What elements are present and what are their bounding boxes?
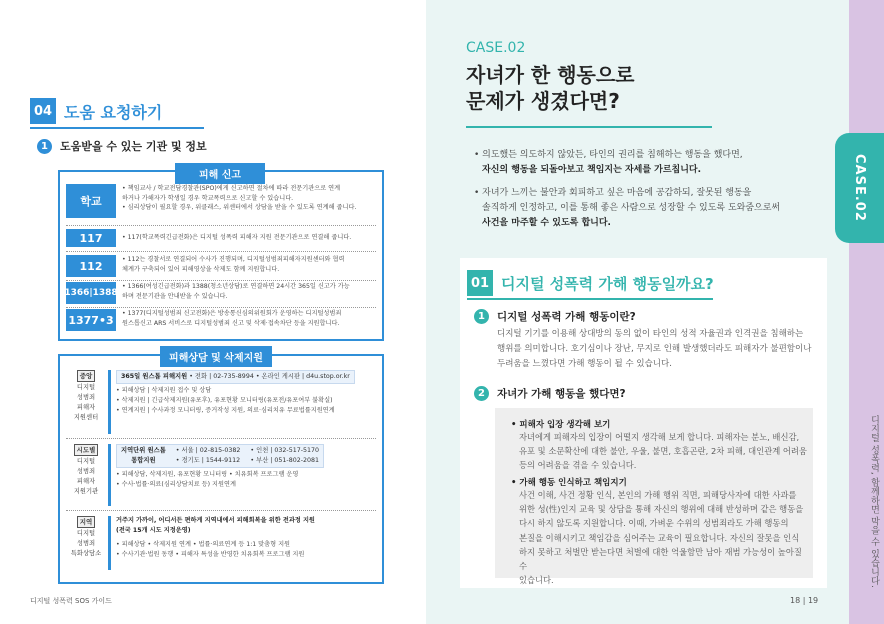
section-header: [30, 98, 162, 124]
report-label: 학교: [66, 184, 116, 218]
section-header-01: [467, 270, 714, 296]
counsel-row-central: [68, 370, 376, 434]
tip-1: • 피해자 입장 생각해 보기 자녀에게 피해자의 입장이 어떨지 생각해 보게 합니다. 피해자는 분노, 배신감, 유포 및 소문확산에 대한 불안, 우울, 불면, 호흡곤란, 2차 피해, 대인관계 어려움 등의 어려움을 겪을 수 있습니다.: [511, 420, 807, 471]
divider: [66, 225, 376, 226]
counsel-details: 지역단위 원스톱 통합지원 • 서울 | 02-815-0382 • 경기도 | 1544-9112 • 인천 | 032-517-5170 • 부산 | 051-802-2081 • 피해상담, 삭제지원, 유포현황 모니터링 • 치유회복 프로그램 운영 • 수사·법률·의료(심리상담치료 등) 지원연계: [116, 444, 324, 506]
report-label: 112: [66, 255, 116, 277]
report-row-school: [66, 184, 376, 218]
report-label: 1366|1388: [66, 282, 116, 304]
section-underline: [30, 127, 204, 129]
question-number: 1: [474, 309, 489, 324]
answer-1: 디지털 기기를 이용해 상대방의 동의 없이 타인의 성적 자율권과 인격권을 침해하는 행위를 의미합니다. 호기심이나 장난, 무지로 인해 발생했더라도 피해자가 불편함이나 두려움을 느꼈다면 가해 행동이 될 수 있습니다.: [497, 329, 812, 369]
counsel-org: 중앙 디지털 성범죄 피해자 지원센터: [73, 372, 99, 421]
report-label: 1377•3: [66, 309, 116, 331]
report-text: • 책임교사 / 학교전담경찰관(SPO)에게 신고하면 절차에 따라 전문기관으로 연계 하거나 가해자가 학생일 경우 학교폭력으로 신고할 수 있습니다. • 심리상담이 필요할 경우, 위클래스, 위센터에서 상담을 받을 수 있도록 연계해 줍니다.: [122, 185, 357, 211]
footer-left: 디지털 성폭력 SOS 가이드: [30, 597, 112, 605]
section-underline: [467, 298, 713, 300]
report-text: • 1366(여성긴급전화)과 1388(청소년상담)로 연결하면 24시간 365일 신고가 가능 하며 전문기관을 안내받을 수 있습니다.: [122, 283, 350, 300]
counsel-box: [58, 354, 384, 584]
question-number: 2: [474, 386, 489, 401]
question-1: [474, 309, 636, 324]
counsel-details: 거주지 가까이, 어디서든 편하게 지역내에서 피해회복을 위한 전과정 지원 (전국 15개 시도 지정운영) • 피해상담 • 삭제지원 연계 • 법률·의료연계 등 1:1 맞춤형 지원 • 수사기관·법원 동행 • 피해자 특성을 반영한 치유회복 프로그램 지원: [116, 517, 315, 558]
section-title: 디지털 성폭력 가해 행동일까요?: [501, 274, 714, 293]
report-row-117: [66, 229, 376, 247]
report-text: • 1377(디지털성범죄 신고전화)은 방송통신심의위원회가 운영하는 디지털성범죄 원스톱신고 ARS 서비스로 디지털성범죄 신고 및 삭제·접속차단 등을 지원합니다.: [122, 310, 342, 327]
intro-bullet-2: • 자녀가 느끼는 불안과 회피하고 싶은 마음에 공감하되, 잘못된 행동을 솔직하게 인정하고, 이를 통해 좋은 사람으로 성장할 수 있도록 도와줌으로써 사건을 마주할 수 있도록 합니다.: [474, 188, 781, 228]
section-title: 도움 요청하기: [64, 102, 163, 122]
case-title: 자녀가 한 행동으로 문제가 생겼다면?: [466, 63, 635, 113]
counsel-bar: [108, 370, 111, 434]
section-number: 01: [467, 270, 493, 296]
divider: [66, 307, 376, 308]
counsel-org: 시도별 디지털 성범죄 피해자 지원기관: [73, 446, 99, 495]
divider: [66, 438, 376, 439]
divider: [66, 280, 376, 281]
tip-2: • 가해 행동 인식하고 책임지기 사건 이해, 사건 정황 인식, 본인의 가해 행위 직면, 피해당사자에 대한 사과를 위한 성(性)인지 교육 및 상담을 통해 자신의 행위에 대해 반성하며 같은 행동을 다시 하지 않도록 지원합니다. 이때, 가벼운 수위의 성범죄라도 가해 행동의 본질을 이해시키고 책임감을 심어주는 교육이 필요합니다. 자신의 잘못을 인식 하지 못하고 처벌만 받는다면 처벌에 대한 억울함만 남아 재범 가능성이 높아질 수 있습니다.: [511, 478, 804, 586]
question-2: [474, 386, 626, 401]
report-row-112: [66, 255, 376, 277]
subheading-number: 1: [37, 139, 52, 154]
contact-pill: 365일 원스톱 피해지원 • 전화 | 02-735-8994 • 온라인 게시판 | d4u.stop.or.kr: [116, 370, 355, 384]
counsel-row-regional: [68, 444, 376, 506]
counsel-bar: [108, 444, 111, 506]
page-numbers: 18 | 19: [790, 596, 819, 605]
section-number: 04: [30, 98, 56, 124]
counsel-box-tab: 피해상담 및 삭제지원: [160, 346, 272, 367]
intro-bullet-1: • 의도했든 의도하지 않았든, 타인의 권리를 침해하는 행동을 했다면, 자신의 행동을 되돌아보고 책임지는 자세를 가르칩니다.: [474, 150, 743, 175]
case-underline: [466, 126, 712, 128]
subheading: [37, 138, 207, 154]
report-box-tab: 피해 신고: [175, 163, 265, 184]
report-box: [58, 170, 384, 341]
case-side-tab: CASE.02: [835, 133, 884, 243]
question-text: 디지털 성폭력 가해 행동이란?: [497, 311, 636, 323]
divider: [66, 251, 376, 252]
side-slogan: 디지털 성폭력, 함께하면 막을 수 있습니다.: [869, 415, 879, 589]
counsel-details: 365일 원스톱 피해지원 • 전화 | 02-735-8994 • 온라인 게시판 | d4u.stop.or.kr • 피해상담 | 삭제지원 접수 및 상담 • 삭제지원 | 긴급삭제지원(유포후), 유포현황 모니터링(유포전/유포여부 불확실) • 연계지원 | 수사과정 모니터링, 증거작성 지원, 의료·심리치유 무료법률지원연계: [116, 370, 355, 434]
report-text: • 117(학교폭력긴급전화)은 디지털 성폭력 피해자 지원 전문기관으로 연결해 줍니다.: [122, 234, 352, 241]
report-row-1366: [66, 282, 376, 304]
counsel-bar: [108, 516, 111, 570]
subheading-text: 도움받을 수 있는 기관 및 정보: [60, 140, 207, 153]
question-text: 자녀가 가해 행동을 했다면?: [497, 388, 626, 400]
case-tag: CASE.02: [466, 40, 526, 56]
counsel-row-local: [68, 516, 376, 570]
report-text: • 112는 경찰서로 연결되어 수사가 진행되며, 디지털성범죄피해자지원센터와 협력 체계가 구축되어 있어 피해영상을 삭제도 함께 지원합니다.: [122, 256, 345, 273]
contact-pill: 지역단위 원스톱 통합지원 • 서울 | 02-815-0382 • 경기도 | 1544-9112 • 인천 | 032-517-5170 • 부산 | 051-802-2081: [116, 444, 324, 468]
report-row-1377: [66, 309, 376, 331]
report-label: 117: [66, 229, 116, 247]
tips-box: [495, 408, 813, 586]
counsel-org: 지역 디지털 성범죄 특화상담소: [70, 518, 102, 557]
divider: [66, 510, 376, 511]
